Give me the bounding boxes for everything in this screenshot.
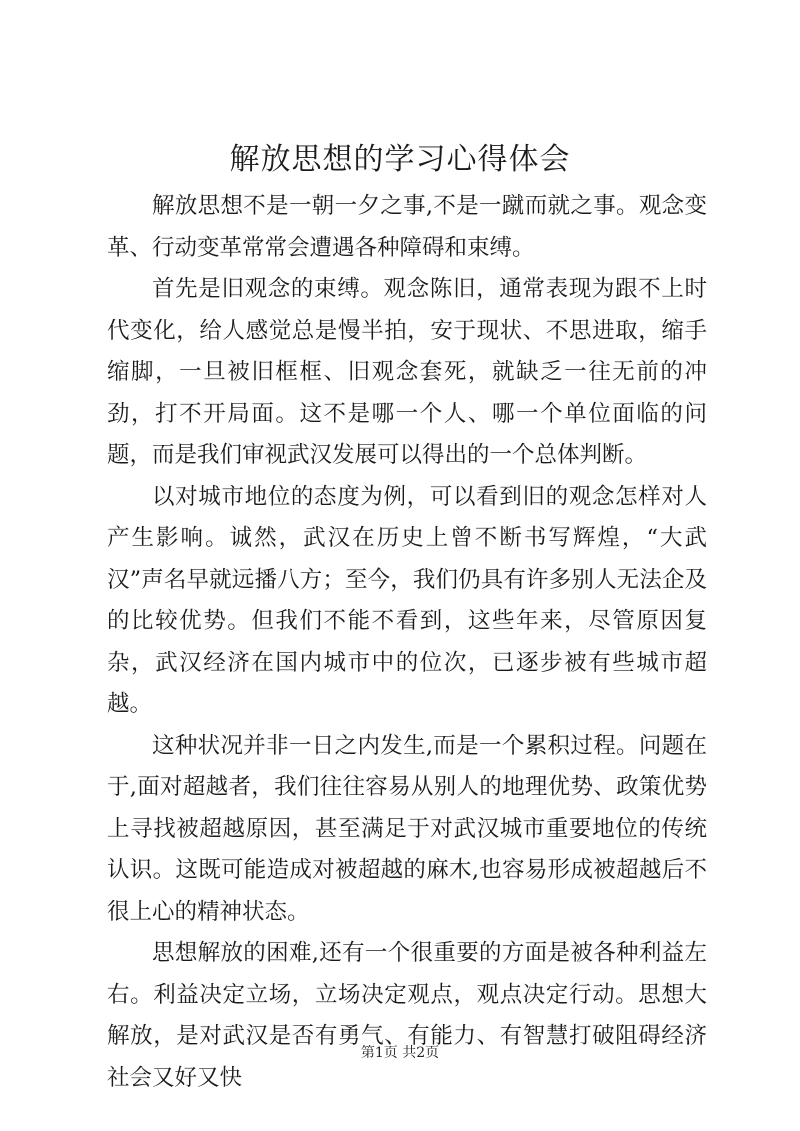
paragraph-5: 思想解放的困难,还有一个很重要的方面是被各种利益左右。利益决定立场，立场决定观点，观点决定行动。思想大解放，是对武汉是否有勇气、有能力、有智慧打破阻碍经济社会又好又快: [107, 940, 707, 1091]
paragraph-3: 以对城市地位的态度为例，可以看到旧的观念怎样对人产生影响。诚然，武汉在历史上曾不断书写辉煌，“大武汉”声名早就远播八方；至今，我们仍具有许多别人无法企及的比较优势。但我们不能不看到，这些年来，尽管原因复杂，武汉经济在国内城市中的位次，已逐步被有些城市超越。: [107, 483, 707, 717]
paragraph-4: 这种状况并非一日之内发生,而是一个累积过程。问题在于,面对超越者，我们往往容易从别人的地理优势、政策优势上寻找被超越原因，甚至满足于对武汉城市重要地位的传统认识。这既可能造成对被超越的麻木,也容易形成被超越后不很上心的精神状态。: [107, 732, 707, 925]
paragraph-1: 解放思想不是一朝一夕之事,不是一蹴而就之事。观念变革、行动变革常常会遭遇各种障碍和束缚。: [107, 193, 707, 261]
paragraph-2: 首先是旧观念的束缚。观念陈旧，通常表现为跟不上时代变化，给人感觉总是慢半拍，安于现状、不思进取，缩手缩脚，一旦被旧框框、旧观念套死，就缺乏一往无前的冲劲，打不开局面。这不是哪一个人、哪一个单位面临的问题，而是我们审视武汉发展可以得出的一个总体判断。: [107, 276, 707, 468]
document-title: 解放思想的学习心得体会: [229, 142, 571, 177]
document-body: [107, 186, 707, 1099]
page-footer: 第1页 共2页: [360, 1045, 440, 1061]
